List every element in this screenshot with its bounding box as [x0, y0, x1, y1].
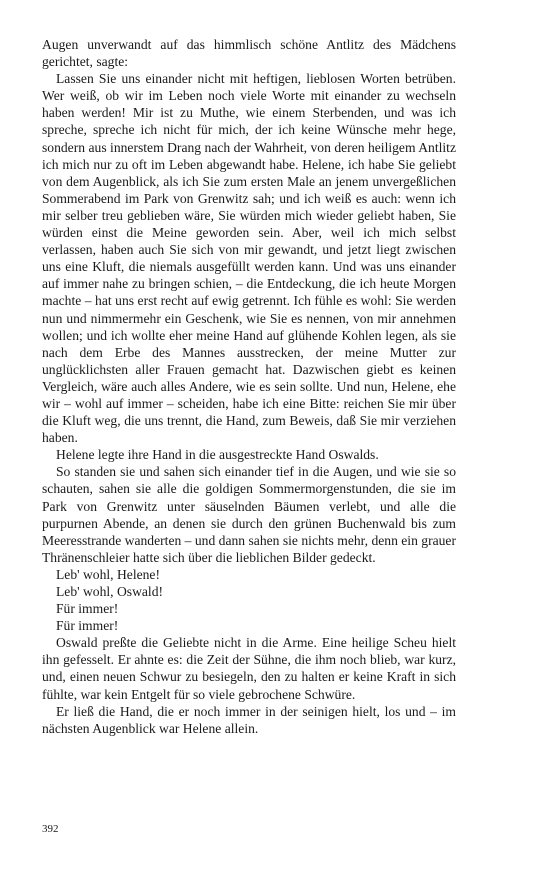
paragraph: Helene legte ihre Hand in die ausgestreckte Hand Oswalds. [56, 447, 379, 463]
dialogue-line: Für immer! [56, 601, 119, 617]
dialogue-line: Für immer! [56, 618, 119, 634]
paragraph: Er ließ die Hand, die er noch immer in der seinigen hielt, los und – im nächsten Augenblick war Helene allein. [42, 703, 456, 736]
page-body [42, 36, 456, 737]
paragraph: So standen sie und sahen sich einander tief in die Augen, und wie sie so schauten, sahen sie alle die goldigen Sommermorgenstunden, die sie im Park von Grenwitz unter säuselnden Bäumen verlebt, und alle die purpurnen Abende, an denen sie durch den grünen Buchenwald bis zum Meeresstrande wanderten – und dann sahen sie nichts mehr, denn ein grauer Thränenschleier hatte sich über die lieblichen Bilder gedeckt. [42, 464, 456, 565]
paragraph: Augen unverwandt auf das himmlisch schöne Antlitz des Mädchens gerichtet, sagte: [42, 37, 456, 70]
paragraph: Lassen Sie uns einander nicht mit heftigen, lieblosen Worten betrüben. Wer weiß, ob wir im Leben noch viele Worte mit einander zu wechseln haben werden! Mir ist zu Muthe, wie einem Sterbenden, und was ich spreche, spreche ich nicht für mich, der ich keine Wünsche mehr hege, sondern aus innerstem Drang nach der Wahrheit, von deren heiligem Antlitz ich mich nur zu oft im Leben abgewandt habe. Helene, ich habe Sie geliebt von dem Augenblick, als ich Sie zum ersten Male an jenem unvergeßlichen Sommerabend im Park von Grenwitz sah; und ich weiß es auch: wenn ich mir selber treu geblieben wäre, Sie würden mich wieder geliebt haben, Sie würden einst die Meine geworden sein. Aber, weil ich mich selbst verlassen, haben auch Sie sich von mir gewandt, und jetzt liegt zwischen uns eine Kluft, die niemals ausgefüllt werden kann. Und was uns einander auf immer nahe zu bringen schien, – die Entdeckung, die ich heute Morgen machte – hat uns erst recht auf ewig getrennt. Ich fühle es wohl: Sie werden nun und nimmermehr ein Geschenk, wie Sie es nennen, von mir annehmen wollen; und ich wollte eher meine Hand auf glühende Kohlen legen, als sie nach dem Erbe des Mannes ausstrecken, der meine Mutter zur unglücklichsten aller Frauen gemacht hat. Dazwischen giebt es keinen Vergleich, wäre auch alles Andere, wie es sein sollte. Und nun, Helene, ehe wir – wohl auf immer – scheiden, habe ich eine Bitte: reichen Sie mir über die Kluft weg, die uns trennt, die Hand, zum Beweis, daß Sie mir verziehen haben. [42, 71, 456, 446]
dialogue-line: Leb' wohl, Helene! [56, 566, 160, 582]
page-number: 392 [42, 823, 59, 835]
dialogue-line: Leb' wohl, Oswald! [56, 584, 164, 599]
paragraph: Oswald preßte die Geliebte nicht in die Arme. Eine heilige Scheu hielt ihn gefesselt. Er ahnte es: die Zeit der Sühne, die ihm noch blieb, war kurz, und, einen neuen Schwur zu besiegeln, den zu halten er keine Kraft in sich fühlte, war kein Entgelt für so viele gebrochene Schwüre. [42, 635, 456, 702]
